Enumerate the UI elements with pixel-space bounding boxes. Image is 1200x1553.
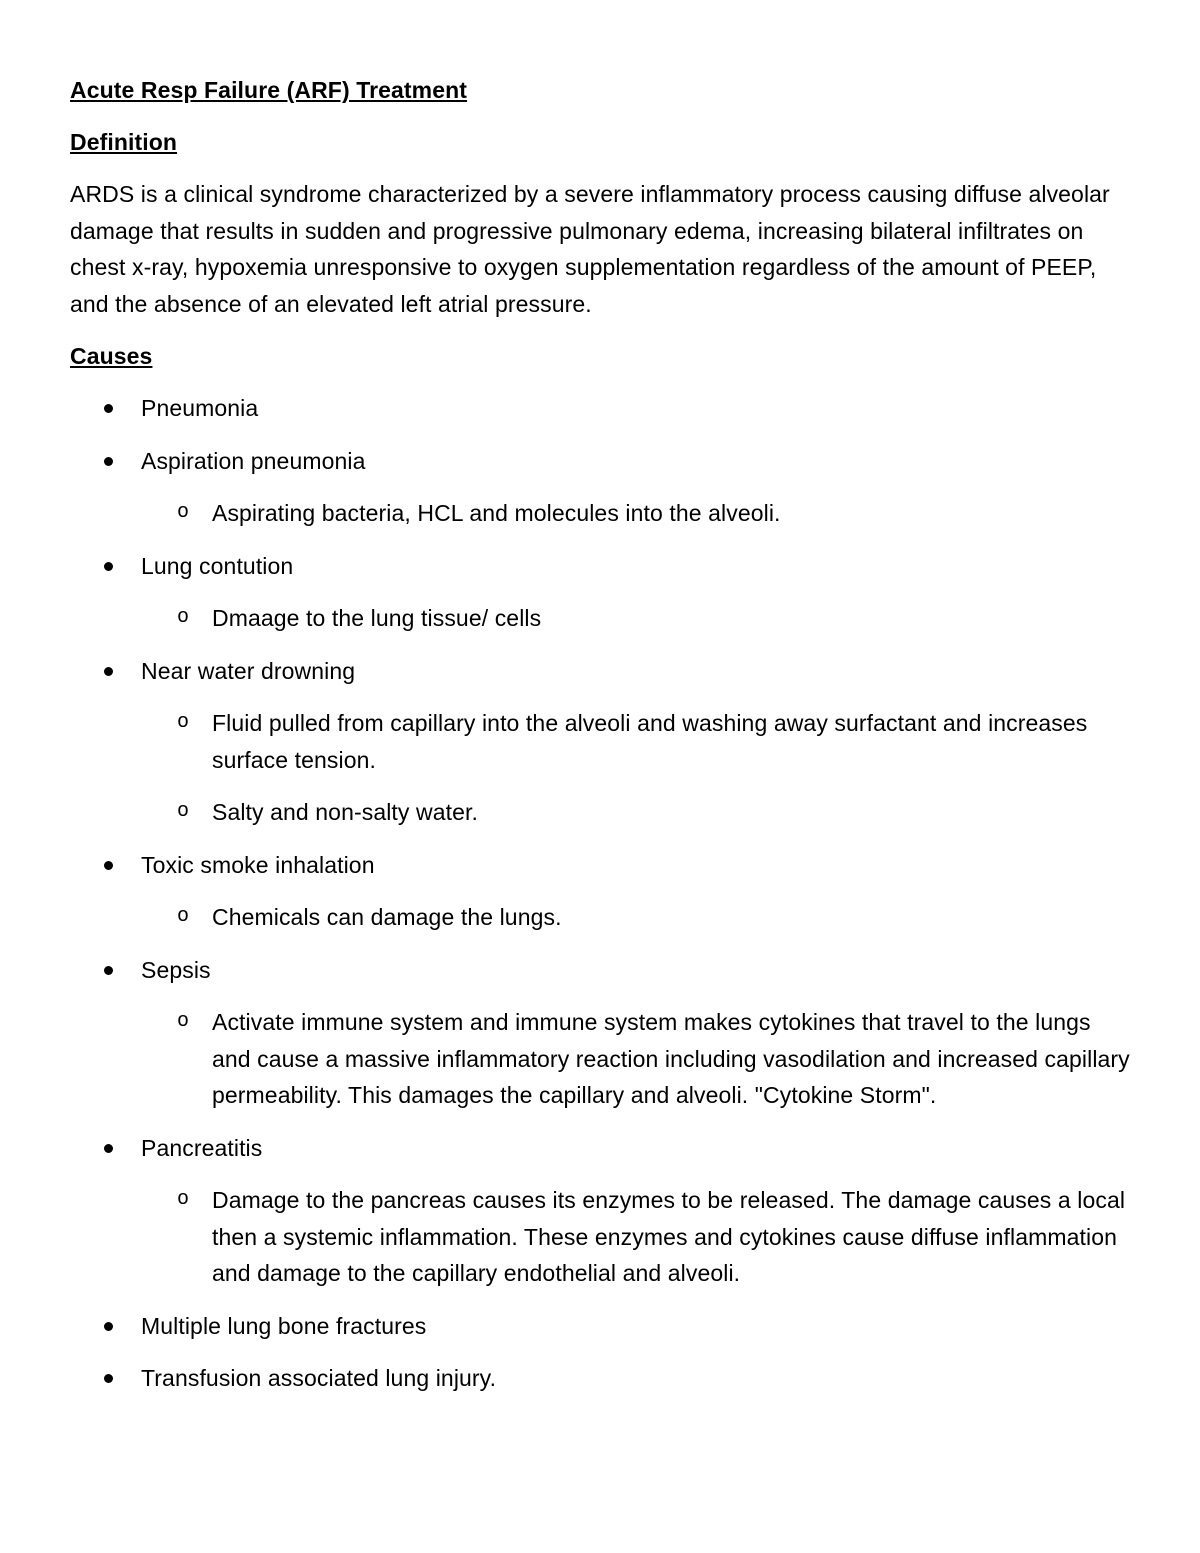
cause-detail-item (141, 705, 1130, 778)
document-page (70, 72, 1130, 1413)
cause-detail-text: Fluid pulled from capillary into the alveoli and washing away surfactant and increases surface tension. (212, 710, 1088, 773)
cause-item (70, 443, 1130, 532)
cause-detail-list (141, 600, 1130, 637)
cause-detail-item (141, 899, 1130, 936)
circle-bullet-icon: o (177, 1010, 190, 1033)
cause-label: Multiple lung bone fractures (141, 1312, 427, 1339)
cause-detail-list (141, 1004, 1130, 1114)
bullet-icon (104, 1374, 113, 1383)
cause-item (70, 653, 1130, 831)
cause-label: Near water drowning (141, 657, 356, 684)
bullet-icon (104, 457, 113, 466)
bullet-icon (104, 1322, 113, 1331)
cause-item (70, 548, 1130, 637)
cause-detail-text: Dmaage to the lung tissue/ cells (212, 605, 542, 631)
circle-bullet-icon: o (177, 606, 190, 629)
cause-detail-list (141, 899, 1130, 936)
bullet-icon (104, 861, 113, 870)
cause-detail-item (141, 794, 1130, 831)
cause-detail-list (141, 495, 1130, 532)
bullet-icon (104, 562, 113, 571)
cause-detail-list (141, 1182, 1130, 1292)
cause-item (70, 1130, 1130, 1292)
definition-text: ARDS is a clinical syndrome characterized by a severe inflammatory process causing diffuse alveolar damage that results in sudden and progressive pulmonary edema, increasing bilateral infiltrates on chest x-ray, hypoxemia unresponsive to oxygen supplementation regardless of the amount of PEEP, and the absence of an elevated left atrial pressure. (70, 181, 1110, 317)
cause-label: Lung contution (141, 552, 294, 579)
cause-label: Transfusion associated lung injury. (141, 1365, 497, 1391)
cause-detail-item (141, 1004, 1130, 1114)
cause-item (70, 952, 1130, 1114)
cause-detail-list (141, 705, 1130, 831)
circle-bullet-icon: o (177, 905, 190, 928)
cause-detail-text: Activate immune system and immune system makes cytokines that travel to the lungs and cause a massive inflammatory reaction including vasodilation and increased capillary permeability. This damages the capillary and alveoli. "Cytokine Storm". (212, 1009, 1130, 1108)
cause-item (70, 847, 1130, 936)
circle-bullet-icon: o (177, 800, 190, 823)
cause-detail-text: Damage to the pancreas causes its enzymes to be released. The damage causes a local then a systemic inflammation. These enzymes and cytokines cause diffuse inflammation and damage to the capillary endothelial and alveoli. (212, 1187, 1126, 1286)
cause-label: Toxic smoke inhalation (141, 851, 375, 878)
cause-detail-text: Salty and non-salty water. (212, 799, 478, 825)
cause-item (70, 1360, 1130, 1397)
cause-detail-item (141, 600, 1130, 637)
causes-list (70, 390, 1130, 1397)
bullet-icon (104, 966, 113, 975)
bullet-icon (104, 404, 113, 413)
cause-detail-text: Aspirating bacteria, HCL and molecules into the alveoli. (212, 500, 781, 526)
bullet-icon (104, 1144, 113, 1153)
circle-bullet-icon: o (177, 501, 190, 524)
cause-label: Pneumonia (141, 395, 259, 421)
cause-item (70, 390, 1130, 427)
cause-detail-text: Chemicals can damage the lungs. (212, 904, 562, 930)
definition-heading: Definition (70, 129, 178, 155)
cause-detail-item (141, 495, 1130, 532)
document-title: Acute Resp Failure (ARF) Treatment (70, 77, 468, 103)
cause-label: Pancreatitis (141, 1134, 263, 1161)
cause-item (70, 1308, 1130, 1345)
cause-detail-item (141, 1182, 1130, 1292)
cause-label: Sepsis (141, 956, 211, 983)
circle-bullet-icon: o (177, 1188, 190, 1211)
causes-heading: Causes (70, 343, 153, 369)
bullet-icon (104, 667, 113, 676)
circle-bullet-icon: o (177, 711, 190, 734)
cause-label: Aspiration pneumonia (141, 447, 366, 474)
